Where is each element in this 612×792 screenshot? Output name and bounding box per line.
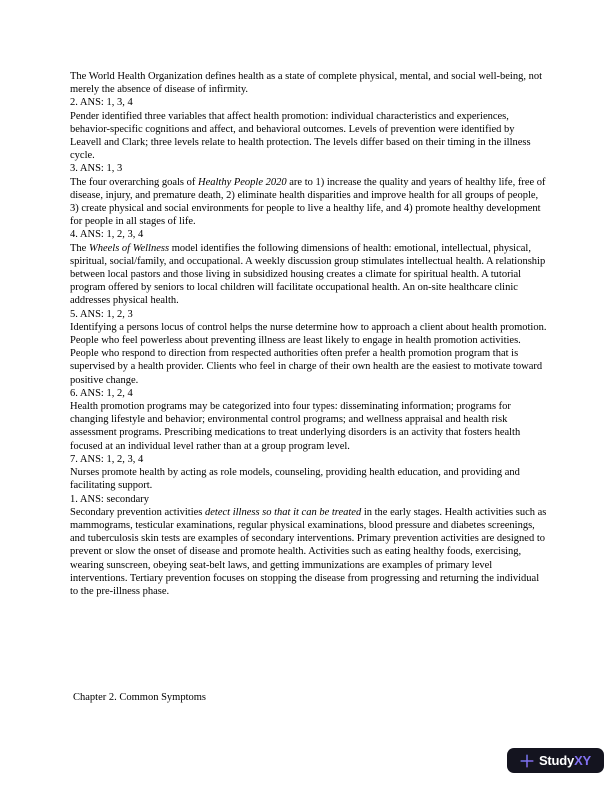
q6-explanation: Health promotion programs may be categorized into four types: disseminating information; programs for changing lifestyle and behavior; environmental control programs; and wellness appraisal and health risk assessment programs. Prescribing medications to treat underlying disorders is an activity that fosters health focused at an individual level rather than at a group program level. <box>70 401 521 452</box>
q1-explanation: The World Health Organization defines health as a state of complete physical, mental, and social well-being, not merely the absence of disease of infirmity. <box>70 71 542 96</box>
q3-answer-line: 3. ANS: 1, 3 <box>70 163 123 175</box>
q7-answer-line: 7. ANS: 1, 2, 3, 4 <box>70 453 144 465</box>
q5-explanation: Identifying a persons locus of control helps the nurse determine how to approach a client about health promotion. People who feel powerless about preventing illness are least likely to engage in health promotion activities. People who respond to direction from respected authorities often prefer a health promotion program that is supervised by a health provider. Clients who feel in charge of their own health are the easiest to motivate toward positive change. <box>70 321 547 386</box>
brand-text-study: Study <box>538 753 575 768</box>
plus-icon <box>520 754 534 768</box>
q5-answer-line: 5. ANS: 1, 2, 3 <box>70 308 133 320</box>
brand-text-xy: XY <box>574 753 592 768</box>
q2-explanation: Pender identified three variables that affect health promotion: individual characteristics and experiences, behavior-specific cognitions and affect, and behavioral outcomes. Levels of prevention were identified by Leavell and Clark; three levels relate to health protection. The levels differ based on their timing in the illness cycle. <box>70 110 531 162</box>
brand-wordmark <box>539 753 591 768</box>
q7-explanation: Nurses promote health by acting as role models, counseling, providing health education, and providing and facilitating support. <box>70 467 520 492</box>
chapter-heading: Chapter 2. Common Symptoms <box>73 692 207 703</box>
q2-answer-line: 2. ANS: 1, 3, 4 <box>70 97 133 109</box>
q1-secondary-answer-line: 1. ANS: secondary <box>70 493 150 505</box>
answer-key-text <box>70 70 548 598</box>
q6-answer-line: 6. ANS: 1, 2, 4 <box>70 387 133 399</box>
q3-explanation: The four overarching goals of Healthy People 2020 are to 1) increase the quality and years of healthy life, free of disease, injury, and premature death, 2) eliminate health disparities and improve health for all groups of people, 3) create physical and social environments for people to live a healthy life, and 4) promote healthy development for people in all stages of life. <box>70 176 546 228</box>
q1-secondary-explanation: Secondary prevention activities detect illness so that it can be treated in the early stages. Health activities such as mammograms, testicular examinations, regular physical examinations, blood pressure and diabetes screenings, and tuberculosis skin tests are examples of secondary interventions. Primary prevention activities are designed to prevent or slow the onset of disease and promote health. Activities such as eating healthy foods, exercising, wearing sunscreen, obeying seat-belt laws, and getting immunizations are examples of primary level interventions. Tertiary prevention focuses on stopping the disease from progressing and returning the individual to the pre-illness phase. <box>70 506 547 597</box>
q4-explanation: The Wheels of Wellness model identifies the following dimensions of health: emotional, intellectual, physical, spiritual, social/family, and occupational. A weekly discussion group stimulates intellectual health. A relationship between local pastors and those living in subsidized housing creates a climate for spiritual health. A tutorial program offered by seniors to local children will facilitate occupational health. An on-site healthcare clinic addresses physical health. <box>70 242 546 307</box>
q4-answer-line: 4. ANS: 1, 2, 3, 4 <box>70 229 144 241</box>
studyxy-logo[interactable] <box>507 748 604 773</box>
